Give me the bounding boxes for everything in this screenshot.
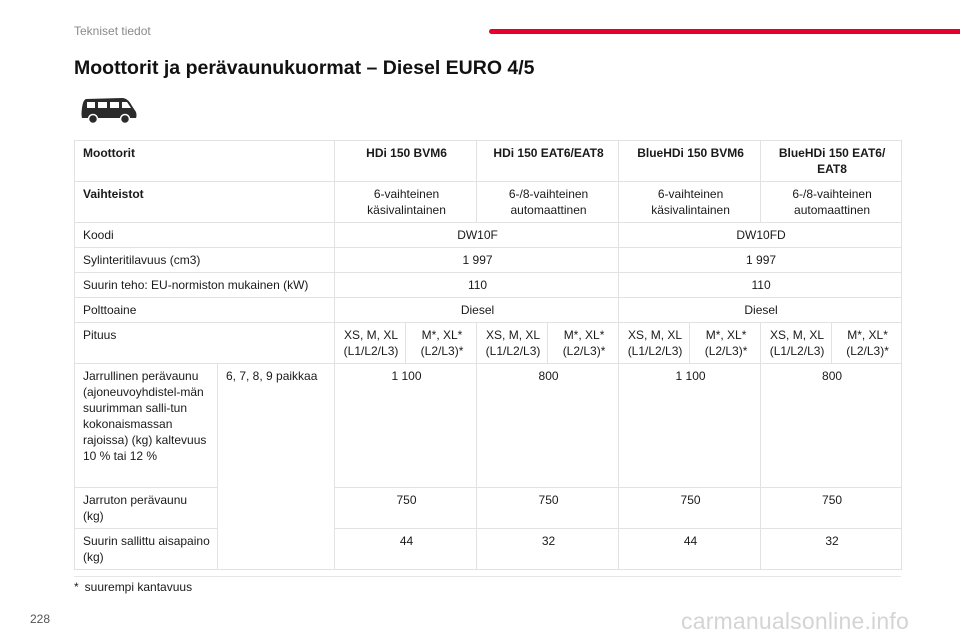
power-value: 110 [335, 273, 619, 298]
fuel-value: Diesel [619, 298, 902, 323]
braked-trailer-label: Jarrullinen perävaunu (ajoneuvoyhdistel-män suurimman salli-tun kokonaismassan rajoissa) (kg) kaltevuus 10 % tai 12 % [75, 364, 218, 488]
engine-name: HDi 150 EAT6/EAT8 [477, 141, 619, 182]
table-row [75, 298, 902, 323]
unbraked-trailer-value: 750 [619, 488, 761, 529]
nose-weight-value: 32 [477, 529, 619, 570]
braked-trailer-value: 800 [477, 364, 619, 488]
unbraked-trailer-value: 750 [477, 488, 619, 529]
table-row [75, 273, 902, 298]
gearbox-value: 6-/8-vaihteinen automaattinen [477, 182, 619, 223]
length-value: XS, M, XL (L1/L2/L3) [335, 323, 406, 364]
table-row [75, 488, 902, 529]
fuel-label: Polttoaine [75, 298, 335, 323]
nose-weight-value: 44 [335, 529, 477, 570]
gearbox-label: Vaihteistot [75, 182, 335, 223]
power-label: Suurin teho: EU-normiston mukainen (kW) [75, 273, 335, 298]
watermark: carmanualsonline.info [681, 608, 909, 634]
braked-trailer-value: 800 [761, 364, 902, 488]
length-label: Pituus [75, 323, 335, 364]
engine-name: BlueHDi 150 EAT6/ EAT8 [761, 141, 902, 182]
engine-spec-table [74, 140, 902, 570]
length-value: M*, XL* (L2/L3)* [690, 323, 761, 364]
seats-label: 6, 7, 8, 9 paikkaa [218, 364, 335, 570]
code-label: Koodi [75, 223, 335, 248]
table-row [75, 141, 902, 182]
nose-weight-label: Suurin sallittu aisapaino (kg) [75, 529, 218, 570]
length-value: M*, XL* (L2/L3)* [406, 323, 477, 364]
unbraked-trailer-value: 750 [335, 488, 477, 529]
displacement-label: Sylinteritilavuus (cm3) [75, 248, 335, 273]
footnote-text: suurempi kantavuus [84, 580, 193, 594]
table-row [75, 223, 902, 248]
displacement-value: 1 997 [619, 248, 902, 273]
fuel-value: Diesel [335, 298, 619, 323]
power-value: 110 [619, 273, 902, 298]
displacement-value: 1 997 [335, 248, 619, 273]
section-label: Tekniset tiedot [74, 24, 151, 38]
engines-label: Moottorit [75, 141, 335, 182]
gearbox-value: 6-vaihteinen käsivalintainen [619, 182, 761, 223]
table-row [75, 248, 902, 273]
length-value: M*, XL* (L2/L3)* [832, 323, 902, 364]
table-row [75, 529, 902, 570]
length-value: XS, M, XL (L1/L2/L3) [477, 323, 548, 364]
engine-name: HDi 150 BVM6 [335, 141, 477, 182]
length-value: XS, M, XL (L1/L2/L3) [619, 323, 690, 364]
nose-weight-value: 44 [619, 529, 761, 570]
braked-trailer-value: 1 100 [619, 364, 761, 488]
van-icon [80, 94, 138, 124]
footnote [74, 580, 192, 594]
table-row [75, 182, 902, 223]
length-value: XS, M, XL (L1/L2/L3) [761, 323, 832, 364]
table-row [75, 364, 902, 488]
gearbox-value: 6-/8-vaihteinen automaattinen [761, 182, 902, 223]
engine-name: BlueHDi 150 BVM6 [619, 141, 761, 182]
accent-bar [489, 29, 960, 34]
table-row [75, 323, 902, 364]
code-value: DW10F [335, 223, 619, 248]
unbraked-trailer-label: Jarruton perävaunu (kg) [75, 488, 218, 529]
unbraked-trailer-value: 750 [761, 488, 902, 529]
footnote-divider [74, 576, 901, 577]
nose-weight-value: 32 [761, 529, 902, 570]
footnote-marker: * [74, 580, 79, 594]
page-number: 228 [30, 612, 51, 626]
length-value: M*, XL* (L2/L3)* [548, 323, 619, 364]
braked-trailer-value: 1 100 [335, 364, 477, 488]
gearbox-value: 6-vaihteinen käsivalintainen [335, 182, 477, 223]
code-value: DW10FD [619, 223, 902, 248]
page-title: Moottorit ja perävaunukuormat – Diesel EURO 4/5 [74, 57, 535, 79]
